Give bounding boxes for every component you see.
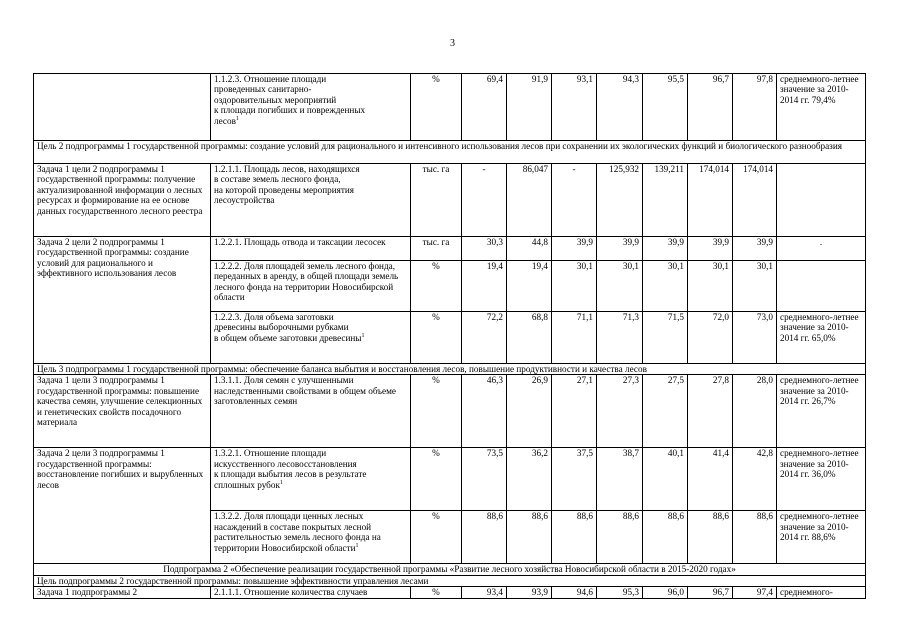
- task-cell: Задача 1 цели 2 подпрограммы 1 государственной программы: получение актуализированной информации о лесных ресурсах и формирование на ее основе данных государственного лесного реестра: [34, 164, 211, 237]
- value-cell: 88,6: [733, 511, 777, 564]
- subprogram-row: [34, 564, 866, 575]
- value-cell: 39,9: [597, 237, 643, 261]
- unit-cell: %: [411, 74, 462, 141]
- note-cell: .: [777, 237, 866, 261]
- value-cell: 93,4: [462, 587, 507, 599]
- note-cell: среднемного-летнее значение за 2010-2014 гг. 88,6%: [777, 511, 866, 564]
- value-cell: 174,014: [688, 164, 733, 237]
- page-number: 3: [450, 38, 455, 49]
- task-cell: Задача 2 цели 3 подпрограммы 1 государственной программы: восстановление погибших и вырубленных лесов: [34, 448, 211, 564]
- goal-heading: Цель подпрограммы 2 государственной программы: повышение эффективности управления лесами: [34, 575, 866, 586]
- table-row: [34, 448, 866, 511]
- task-cell: Задача 2 цели 2 подпрограммы 1 государственной программы: создание условий для рационального и эффективного использования лесов: [34, 237, 211, 364]
- value-cell: 39,9: [733, 237, 777, 261]
- value-cell: 174,014: [733, 164, 777, 237]
- unit-cell: %: [411, 312, 462, 364]
- value-cell: 139,211: [643, 164, 688, 237]
- unit-cell: %: [411, 448, 462, 511]
- value-cell: 26,9: [507, 375, 552, 448]
- value-cell: 97,4: [733, 587, 777, 599]
- value-cell: 96,0: [643, 587, 688, 599]
- value-cell: 125,932: [597, 164, 643, 237]
- indicator-cell: 1.3.1.1. Доля семян с улучшенными наследственными свойствами в общем объеме заготовленных семян: [211, 375, 411, 448]
- value-cell: 88,6: [643, 511, 688, 564]
- value-cell: 41,4: [688, 448, 733, 511]
- value-cell: 46,3: [462, 375, 507, 448]
- indicator-cell: 1.2.2.1. Площадь отвода и таксации лесосек: [211, 237, 411, 261]
- value-cell: 96,7: [688, 74, 733, 141]
- value-cell: 40,1: [643, 448, 688, 511]
- value-cell: 37,5: [552, 448, 597, 511]
- value-cell: 30,1: [643, 261, 688, 312]
- indicator-cell: 1.2.1.1. Площадь лесов, находящихся в составе земель лесного фонда, на которой проведены мероприятия лесоустройства: [211, 164, 411, 237]
- value-cell: 88,6: [552, 511, 597, 564]
- value-cell: 88,6: [688, 511, 733, 564]
- task-cell: [34, 74, 211, 141]
- note-cell: [777, 261, 866, 312]
- note-cell: среднемного-летнее значение за 2010-2014 гг. 79,4%: [777, 74, 866, 141]
- value-cell: -: [552, 164, 597, 237]
- value-cell: 94,6: [552, 587, 597, 599]
- value-cell: 42,8: [733, 448, 777, 511]
- value-cell: 97,8: [733, 74, 777, 141]
- value-cell: 96,7: [688, 587, 733, 599]
- goal-row: [34, 575, 866, 586]
- table-row: [34, 375, 866, 448]
- value-cell: 39,9: [552, 237, 597, 261]
- note-cell: среднемного-летнее значение за 2010-2014 гг. 36,0%: [777, 448, 866, 511]
- value-cell: 88,6: [597, 511, 643, 564]
- value-cell: 30,1: [688, 261, 733, 312]
- value-cell: 27,1: [552, 375, 597, 448]
- value-cell: 39,9: [643, 237, 688, 261]
- value-cell: 73,5: [462, 448, 507, 511]
- value-cell: 93,9: [507, 587, 552, 599]
- value-cell: 39,9: [688, 237, 733, 261]
- value-cell: 27,3: [597, 375, 643, 448]
- value-cell: 71,5: [643, 312, 688, 364]
- value-cell: 28,0: [733, 375, 777, 448]
- indicator-cell: 1.1.2.3. Отношение площади проведенных санитарно- оздоровительных мероприятий к площади погибших и поврежденных лесов$^1$: [211, 74, 411, 141]
- task-cell: Задача 1 цели 3 подпрограммы 1 государственной программы: повышение качества семян, улучшение селекционных и генетических свойств посадочного материала: [34, 375, 211, 448]
- indicators-table: [33, 73, 866, 599]
- unit-cell: тыс. га: [411, 164, 462, 237]
- subprogram-heading: Подпрограмма 2 «Обеспечение реализации государственной программы «Развитие лесного хозяйства Новосибирской области в 2015-2020 годах»: [34, 564, 866, 575]
- value-cell: 30,3: [462, 237, 507, 261]
- value-cell: 27,8: [688, 375, 733, 448]
- table-row: [34, 587, 866, 599]
- value-cell: 73,0: [733, 312, 777, 364]
- goal-heading: Цель 3 подпрограммы 1 государственной программы: обеспечение баланса выбытия и восстановления лесов, повышение продуктивности и качества лесов: [34, 364, 866, 375]
- note-cell: среднемного-: [777, 587, 866, 599]
- value-cell: 30,1: [733, 261, 777, 312]
- value-cell: 71,3: [597, 312, 643, 364]
- value-cell: 38,7: [597, 448, 643, 511]
- table-row: [34, 164, 866, 237]
- value-cell: 30,1: [552, 261, 597, 312]
- value-cell: 91,9: [507, 74, 552, 141]
- unit-cell: %: [411, 587, 462, 599]
- value-cell: 93,1: [552, 74, 597, 141]
- value-cell: 71,1: [552, 312, 597, 364]
- unit-cell: %: [411, 511, 462, 564]
- value-cell: 30,1: [597, 261, 643, 312]
- value-cell: 36,2: [507, 448, 552, 511]
- indicator-cell: 1.3.2.2. Доля площади ценных лесных насаждений в составе покрытых лесной растительностью земель лесного фонда на территории Новосибирской области$^1$: [211, 511, 411, 564]
- value-cell: 88,6: [507, 511, 552, 564]
- value-cell: 19,4: [462, 261, 507, 312]
- table-row: [34, 237, 866, 261]
- note-cell: среднемного-летнее значение за 2010-2014 гг. 26,7%: [777, 375, 866, 448]
- note-cell: [777, 164, 866, 237]
- value-cell: 27,5: [643, 375, 688, 448]
- table-row: [34, 74, 866, 141]
- unit-cell: тыс. га: [411, 237, 462, 261]
- value-cell: 86,047: [507, 164, 552, 237]
- value-cell: 94,3: [597, 74, 643, 141]
- value-cell: 95,3: [597, 587, 643, 599]
- indicator-cell: 1.3.2.1. Отношение площади искусственного лесовосстановления к площади выбытия лесов в результате сплошных рубок$^1$: [211, 448, 411, 511]
- task-cell: Задача 1 подпрограммы 2: [34, 587, 211, 599]
- goal-heading: Цель 2 подпрограммы 1 государственной программы: создание условий для рационального и интенсивного использования лесов при сохранении их экологических функций и биологического разнообразия: [34, 141, 866, 164]
- unit-cell: %: [411, 375, 462, 448]
- indicator-cell: 1.2.2.3. Доля объема заготовки древесины выборочными рубками в общем объеме заготовки древесины$^1$: [211, 312, 411, 364]
- value-cell: 44,8: [507, 237, 552, 261]
- value-cell: 72,0: [688, 312, 733, 364]
- value-cell: 68,8: [507, 312, 552, 364]
- unit-cell: %: [411, 261, 462, 312]
- indicator-cell: 1.2.2.2. Доля площадей земель лесного фонда, переданных в аренду, в общей площади земель лесного фонда на территории Новосибирской области: [211, 261, 411, 312]
- value-cell: -: [462, 164, 507, 237]
- value-cell: 19,4: [507, 261, 552, 312]
- note-cell: среднемного-летнее значение за 2010-2014 гг. 65,0%: [777, 312, 866, 364]
- value-cell: 69,4: [462, 74, 507, 141]
- goal-row: [34, 141, 866, 164]
- goal-row: [34, 364, 866, 375]
- value-cell: 95,5: [643, 74, 688, 141]
- value-cell: 72,2: [462, 312, 507, 364]
- indicator-cell: 2.1.1.1. Отношение количества случаев: [211, 587, 411, 599]
- value-cell: 88,6: [462, 511, 507, 564]
